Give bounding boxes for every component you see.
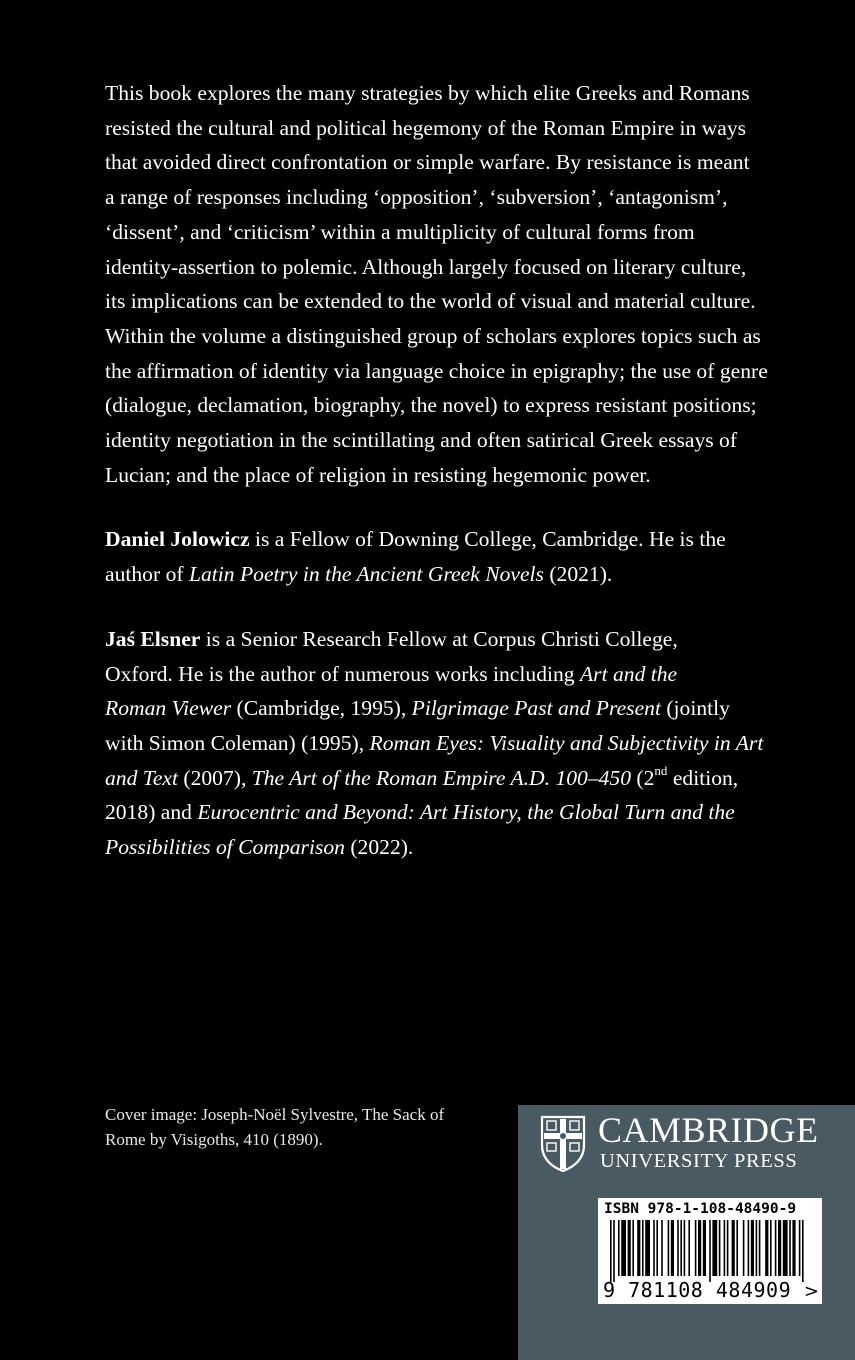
barcode-bar bbox=[732, 1220, 735, 1276]
bio-text: (2 bbox=[631, 765, 655, 790]
book-title: Roman Viewer bbox=[105, 696, 232, 721]
editor-bio-jolowicz bbox=[105, 522, 817, 591]
back-cover-text bbox=[105, 76, 817, 865]
barcode-bar bbox=[765, 1220, 768, 1276]
barcode-bar bbox=[712, 1220, 717, 1276]
barcode-bar bbox=[671, 1220, 674, 1276]
bio-text: edition, bbox=[667, 765, 739, 790]
barcode-bar bbox=[783, 1220, 788, 1276]
barcode-bar bbox=[677, 1220, 679, 1276]
description-line: This book explores the many strategies by which elite Greeks and Romans bbox=[105, 81, 750, 105]
quiet-zone-marker: > bbox=[803, 1281, 819, 1302]
barcode-bar bbox=[778, 1220, 781, 1276]
barcode-digits: 9 781108 484909 bbox=[603, 1278, 792, 1302]
book-title: Pilgrimage Past and Present bbox=[411, 696, 661, 721]
barcode-bars bbox=[598, 1220, 822, 1282]
barcode-bar bbox=[759, 1220, 761, 1276]
bio-text: author of bbox=[105, 562, 189, 587]
credit-line: Cover image: Joseph-Noël Sylvestre, The Sack of bbox=[105, 1105, 445, 1124]
barcode-bar bbox=[727, 1220, 729, 1276]
barcode-bar bbox=[724, 1220, 726, 1276]
description-line: Lucian; and the place of religion in resisting hegemonic power. bbox=[105, 462, 651, 487]
book-title: Possibilities of Comparison bbox=[105, 835, 345, 860]
bio-text: 2018) and bbox=[105, 800, 198, 825]
bio-text: Oxford. He is the author of numerous works including bbox=[105, 661, 580, 686]
editor-name: Daniel Jolowicz bbox=[105, 527, 250, 552]
description-line: identity-assertion to polemic. Although largely focused on literary culture, bbox=[105, 254, 747, 279]
barcode-bar bbox=[703, 1220, 706, 1276]
bio-text: (2022). bbox=[344, 835, 414, 860]
bio-text: is a Fellow of Downing College, Cambridge. He is the bbox=[249, 527, 726, 552]
barcode-bar bbox=[613, 1220, 615, 1282]
cambridge-crest-icon bbox=[540, 1115, 586, 1172]
book-title: Roman Eyes: Visuality and Subjectivity in Art bbox=[369, 730, 764, 755]
bio-text: is a Senior Research Fellow at Corpus Christi College, bbox=[200, 626, 678, 651]
barcode-bar bbox=[610, 1220, 612, 1282]
publisher-panel bbox=[518, 1105, 855, 1360]
barcode-bar bbox=[802, 1220, 804, 1282]
book-title: Latin Poetry in the Ancient Greek Novels bbox=[188, 562, 544, 587]
barcode-bar bbox=[719, 1220, 721, 1276]
barcode-bar bbox=[743, 1220, 745, 1276]
description-line: its implications can be extended to the world of visual and material culture. bbox=[105, 289, 756, 314]
editor-name: Jaś Elsner bbox=[105, 626, 201, 651]
barcode-bar bbox=[637, 1220, 640, 1276]
barcode-bar bbox=[698, 1220, 701, 1276]
bio-text: (Cambridge, 1995), bbox=[231, 696, 412, 721]
barcode-bar bbox=[775, 1220, 777, 1276]
barcode-bar bbox=[642, 1220, 644, 1276]
publisher-name: CAMBRIDGE bbox=[598, 1110, 819, 1150]
description bbox=[105, 76, 817, 492]
barcode-bar bbox=[661, 1220, 663, 1276]
bio-text: (jointly bbox=[660, 696, 730, 721]
isbn-barcode bbox=[598, 1198, 822, 1304]
barcode-bar bbox=[656, 1220, 658, 1276]
barcode-bar bbox=[653, 1220, 655, 1276]
bio-text: with Simon Coleman) (1995), bbox=[105, 730, 370, 755]
barcode-bar bbox=[680, 1220, 682, 1276]
barcode-bar bbox=[628, 1220, 631, 1276]
barcode-bar bbox=[684, 1220, 686, 1276]
barcode-bar bbox=[770, 1220, 772, 1276]
barcode-bar bbox=[792, 1220, 795, 1276]
editor-bio-elsner bbox=[105, 622, 817, 865]
bio-text: (2021). bbox=[543, 562, 613, 587]
credit-line: Rome by Visigoths, 410 (1890). bbox=[105, 1130, 323, 1149]
barcode-bar bbox=[799, 1220, 801, 1276]
ordinal-superscript: nd bbox=[654, 763, 668, 779]
bio-text: (2007), bbox=[177, 765, 252, 790]
isbn-label: ISBN 978-1-108-48490-9 bbox=[604, 1201, 797, 1217]
barcode-bar bbox=[645, 1220, 650, 1276]
book-title: Art and the bbox=[579, 661, 678, 686]
barcode-bar bbox=[709, 1220, 711, 1282]
cover-image-credit bbox=[105, 1102, 485, 1152]
book-title: The Art of the Roman Empire A.D. 100–450 bbox=[251, 765, 632, 790]
barcode-bar bbox=[668, 1220, 670, 1276]
description-line: resisted the cultural and political hegemony of the Roman Empire in ways bbox=[105, 115, 747, 140]
barcode-bar bbox=[618, 1220, 620, 1276]
barcode-bar bbox=[621, 1220, 626, 1276]
description-line: (dialogue, declamation, biography, the novel) to express resistant positions; bbox=[105, 393, 757, 418]
description-line: identity negotiation in the scintillating and often satirical Greek essays of bbox=[105, 428, 738, 453]
book-title: and Text bbox=[105, 765, 178, 790]
barcode-bar bbox=[751, 1220, 754, 1276]
description-line: that avoided direct confrontation or simple warfare. By resistance is meant bbox=[105, 150, 750, 175]
publisher-subtitle: UNIVERSITY PRESS bbox=[600, 1150, 798, 1172]
barcode-bar bbox=[756, 1220, 758, 1276]
barcode-bar bbox=[789, 1220, 791, 1276]
barcode-bar bbox=[748, 1220, 750, 1276]
barcode-bar bbox=[632, 1220, 634, 1276]
description-line: ‘dissent’, and ‘criticism’ within a multiplicity of cultural forms from bbox=[105, 219, 695, 244]
book-title: Eurocentric and Beyond: Art History, the Global Turn and the bbox=[197, 800, 735, 825]
description-line: the affirmation of identity via language choice in epigraphy; the use of genre bbox=[105, 358, 768, 383]
barcode-bar bbox=[736, 1220, 738, 1276]
description-line: Within the volume a distinguished group of scholars explores topics such as bbox=[105, 323, 761, 348]
description-line: a range of responses including ‘opposition’, ‘subversion’, ‘antagonism’, bbox=[105, 185, 728, 210]
barcode-bar bbox=[695, 1220, 697, 1276]
barcode-bar bbox=[688, 1220, 690, 1276]
